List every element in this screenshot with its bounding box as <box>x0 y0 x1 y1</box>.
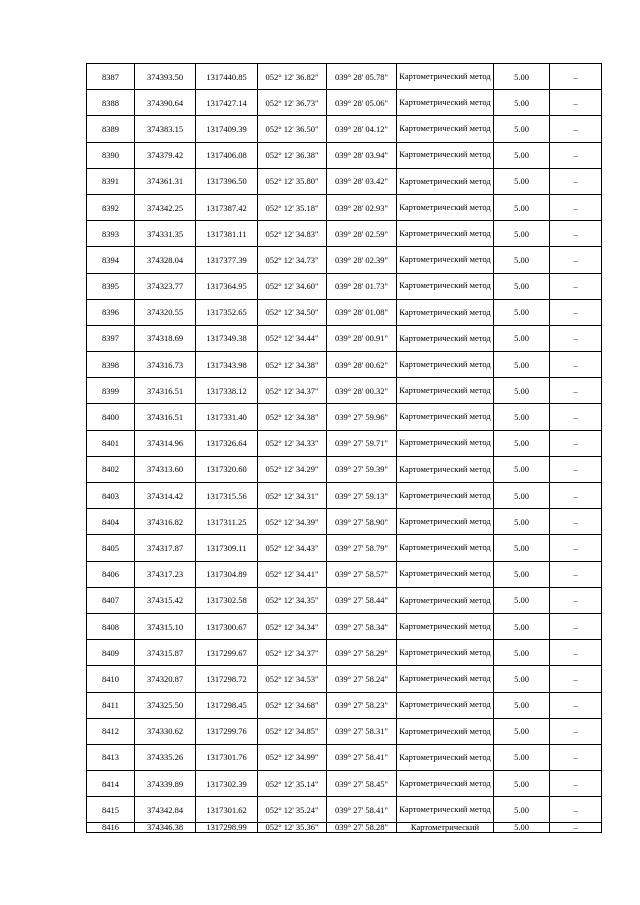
accuracy-cell: 5.00 <box>494 509 550 535</box>
y-coordinate-cell: 1317311.25 <box>196 509 258 535</box>
note-cell: – <box>550 744 602 770</box>
accuracy-cell: 5.00 <box>494 404 550 430</box>
note-cell: – <box>550 168 602 194</box>
note-cell: – <box>550 116 602 142</box>
latitude-cell: 052° 12' 34.73" <box>258 247 327 273</box>
longitude-cell: 039° 27' 59.71" <box>327 430 397 456</box>
point-number-cell: 8404 <box>87 509 135 535</box>
y-coordinate-cell: 1317298.45 <box>196 692 258 718</box>
accuracy-cell: 5.00 <box>494 483 550 509</box>
table-row <box>87 509 602 535</box>
longitude-cell: 039° 27' 58.24" <box>327 666 397 692</box>
accuracy-cell: 5.00 <box>494 168 550 194</box>
x-coordinate-cell: 374330.62 <box>135 718 196 744</box>
x-coordinate-cell: 374317.23 <box>135 561 196 587</box>
point-number-cell: 8398 <box>87 352 135 378</box>
x-coordinate-cell: 374393.50 <box>135 64 196 90</box>
point-number-cell: 8393 <box>87 221 135 247</box>
latitude-cell: 052° 12' 34.53" <box>258 666 327 692</box>
x-coordinate-cell: 374314.96 <box>135 430 196 456</box>
table-row <box>87 483 602 509</box>
method-cell: Картометрический метод <box>397 797 494 823</box>
y-coordinate-cell: 1317326.64 <box>196 430 258 456</box>
table-row <box>87 221 602 247</box>
latitude-cell: 052° 12' 34.38" <box>258 352 327 378</box>
latitude-cell: 052° 12' 34.68" <box>258 692 327 718</box>
method-cell: Картометрический метод <box>397 378 494 404</box>
longitude-cell: 039° 28' 01.08" <box>327 299 397 325</box>
table-row <box>87 823 602 833</box>
accuracy-cell: 5.00 <box>494 744 550 770</box>
y-coordinate-cell: 1317309.11 <box>196 535 258 561</box>
latitude-cell: 052° 12' 36.38" <box>258 142 327 168</box>
table-row <box>87 352 602 378</box>
y-coordinate-cell: 1317320.60 <box>196 456 258 482</box>
table-row <box>87 744 602 770</box>
table-body <box>87 64 602 833</box>
table-row <box>87 325 602 351</box>
y-coordinate-cell: 1317406.08 <box>196 142 258 168</box>
point-number-cell: 8415 <box>87 797 135 823</box>
latitude-cell: 052° 12' 34.34" <box>258 613 327 639</box>
note-cell: – <box>550 456 602 482</box>
table-row <box>87 771 602 797</box>
point-number-cell: 8412 <box>87 718 135 744</box>
y-coordinate-cell: 1317396.50 <box>196 168 258 194</box>
note-cell: – <box>550 797 602 823</box>
table-row <box>87 692 602 718</box>
note-cell: – <box>550 247 602 273</box>
longitude-cell: 039° 27' 58.45" <box>327 771 397 797</box>
latitude-cell: 052° 12' 34.33" <box>258 430 327 456</box>
y-coordinate-cell: 1317364.95 <box>196 273 258 299</box>
y-coordinate-cell: 1317299.67 <box>196 640 258 666</box>
table-row <box>87 90 602 116</box>
y-coordinate-cell: 1317338.12 <box>196 378 258 404</box>
latitude-cell: 052° 12' 34.50" <box>258 299 327 325</box>
latitude-cell: 052° 12' 36.82" <box>258 64 327 90</box>
point-number-cell: 8394 <box>87 247 135 273</box>
note-cell: – <box>550 823 602 833</box>
method-cell: Картометрический метод <box>397 771 494 797</box>
accuracy-cell: 5.00 <box>494 797 550 823</box>
x-coordinate-cell: 374314.42 <box>135 483 196 509</box>
point-number-cell: 8397 <box>87 325 135 351</box>
longitude-cell: 039° 28' 02.93" <box>327 194 397 220</box>
y-coordinate-cell: 1317302.39 <box>196 771 258 797</box>
x-coordinate-cell: 374383.15 <box>135 116 196 142</box>
accuracy-cell: 5.00 <box>494 823 550 833</box>
y-coordinate-cell: 1317301.76 <box>196 744 258 770</box>
x-coordinate-cell: 374379.42 <box>135 142 196 168</box>
point-number-cell: 8387 <box>87 64 135 90</box>
longitude-cell: 039° 28' 00.32" <box>327 378 397 404</box>
note-cell: – <box>550 509 602 535</box>
table-row <box>87 430 602 456</box>
accuracy-cell: 5.00 <box>494 561 550 587</box>
point-number-cell: 8396 <box>87 299 135 325</box>
method-cell: Картометрический метод <box>397 509 494 535</box>
method-cell: Картометрический метод <box>397 194 494 220</box>
method-cell: Картометрический метод <box>397 142 494 168</box>
x-coordinate-cell: 374328.04 <box>135 247 196 273</box>
note-cell: – <box>550 561 602 587</box>
accuracy-cell: 5.00 <box>494 587 550 613</box>
note-cell: – <box>550 273 602 299</box>
longitude-cell: 039° 28' 02.59" <box>327 221 397 247</box>
note-cell: – <box>550 378 602 404</box>
y-coordinate-cell: 1317427.14 <box>196 90 258 116</box>
longitude-cell: 039° 27' 58.41" <box>327 797 397 823</box>
method-cell: Картометрический метод <box>397 535 494 561</box>
y-coordinate-cell: 1317302.58 <box>196 587 258 613</box>
point-number-cell: 8400 <box>87 404 135 430</box>
note-cell: – <box>550 299 602 325</box>
table-row <box>87 64 602 90</box>
method-cell: Картометрический метод <box>397 404 494 430</box>
latitude-cell: 052° 12' 35.24" <box>258 797 327 823</box>
point-number-cell: 8410 <box>87 666 135 692</box>
accuracy-cell: 5.00 <box>494 352 550 378</box>
accuracy-cell: 5.00 <box>494 90 550 116</box>
table-row <box>87 718 602 744</box>
longitude-cell: 039° 27' 58.29" <box>327 640 397 666</box>
accuracy-cell: 5.00 <box>494 430 550 456</box>
accuracy-cell: 5.00 <box>494 273 550 299</box>
method-cell: Картометрический метод <box>397 718 494 744</box>
y-coordinate-cell: 1317387.42 <box>196 194 258 220</box>
x-coordinate-cell: 374313.60 <box>135 456 196 482</box>
latitude-cell: 052° 12' 34.99" <box>258 744 327 770</box>
method-cell: Картометрический метод <box>397 325 494 351</box>
y-coordinate-cell: 1317301.62 <box>196 797 258 823</box>
latitude-cell: 052° 12' 34.41" <box>258 561 327 587</box>
table-row <box>87 797 602 823</box>
note-cell: – <box>550 221 602 247</box>
accuracy-cell: 5.00 <box>494 456 550 482</box>
latitude-cell: 052° 12' 34.85" <box>258 718 327 744</box>
method-cell: Картометрический метод <box>397 587 494 613</box>
accuracy-cell: 5.00 <box>494 666 550 692</box>
x-coordinate-cell: 374339.89 <box>135 771 196 797</box>
latitude-cell: 052° 12' 34.38" <box>258 404 327 430</box>
x-coordinate-cell: 374390.64 <box>135 90 196 116</box>
point-number-cell: 8414 <box>87 771 135 797</box>
latitude-cell: 052° 12' 35.36" <box>258 823 327 833</box>
method-cell: Картометрический метод <box>397 273 494 299</box>
longitude-cell: 039° 27' 58.31" <box>327 718 397 744</box>
y-coordinate-cell: 1317409.39 <box>196 116 258 142</box>
longitude-cell: 039° 28' 03.94" <box>327 142 397 168</box>
table-row <box>87 640 602 666</box>
table-row <box>87 404 602 430</box>
y-coordinate-cell: 1317349.38 <box>196 325 258 351</box>
table-row <box>87 613 602 639</box>
longitude-cell: 039° 27' 58.90" <box>327 509 397 535</box>
point-number-cell: 8390 <box>87 142 135 168</box>
accuracy-cell: 5.00 <box>494 378 550 404</box>
x-coordinate-cell: 374325.50 <box>135 692 196 718</box>
table-row <box>87 456 602 482</box>
note-cell: – <box>550 613 602 639</box>
longitude-cell: 039° 28' 04.12" <box>327 116 397 142</box>
point-number-cell: 8413 <box>87 744 135 770</box>
longitude-cell: 039° 28' 03.42" <box>327 168 397 194</box>
point-number-cell: 8408 <box>87 613 135 639</box>
longitude-cell: 039° 27' 59.96" <box>327 404 397 430</box>
point-number-cell: 8402 <box>87 456 135 482</box>
point-number-cell: 8403 <box>87 483 135 509</box>
table-row <box>87 535 602 561</box>
x-coordinate-cell: 374331.35 <box>135 221 196 247</box>
longitude-cell: 039° 27' 59.13" <box>327 483 397 509</box>
table-row <box>87 666 602 692</box>
method-cell: Картометрический метод <box>397 692 494 718</box>
y-coordinate-cell: 1317352.65 <box>196 299 258 325</box>
latitude-cell: 052° 12' 34.37" <box>258 640 327 666</box>
latitude-cell: 052° 12' 34.83" <box>258 221 327 247</box>
x-coordinate-cell: 374316.73 <box>135 352 196 378</box>
y-coordinate-cell: 1317304.89 <box>196 561 258 587</box>
accuracy-cell: 5.00 <box>494 718 550 744</box>
method-cell: Картометрический метод <box>397 483 494 509</box>
longitude-cell: 039° 27' 58.41" <box>327 744 397 770</box>
table-row <box>87 142 602 168</box>
latitude-cell: 052° 12' 36.50" <box>258 116 327 142</box>
table-row <box>87 561 602 587</box>
x-coordinate-cell: 374342.84 <box>135 797 196 823</box>
accuracy-cell: 5.00 <box>494 116 550 142</box>
table-row <box>87 116 602 142</box>
x-coordinate-cell: 374315.10 <box>135 613 196 639</box>
y-coordinate-cell: 1317331.40 <box>196 404 258 430</box>
point-number-cell: 8388 <box>87 90 135 116</box>
method-cell: Картометрический метод <box>397 666 494 692</box>
point-number-cell: 8399 <box>87 378 135 404</box>
x-coordinate-cell: 374323.77 <box>135 273 196 299</box>
y-coordinate-cell: 1317299.76 <box>196 718 258 744</box>
x-coordinate-cell: 374320.87 <box>135 666 196 692</box>
note-cell: – <box>550 771 602 797</box>
x-coordinate-cell: 374342.25 <box>135 194 196 220</box>
longitude-cell: 039° 27' 58.44" <box>327 587 397 613</box>
method-cell: Картометрический метод <box>397 561 494 587</box>
note-cell: – <box>550 718 602 744</box>
method-cell: Картометрический <box>397 823 494 833</box>
x-coordinate-cell: 374335.26 <box>135 744 196 770</box>
method-cell: Картометрический метод <box>397 613 494 639</box>
y-coordinate-cell: 1317440.85 <box>196 64 258 90</box>
accuracy-cell: 5.00 <box>494 692 550 718</box>
y-coordinate-cell: 1317300.67 <box>196 613 258 639</box>
latitude-cell: 052° 12' 34.31" <box>258 483 327 509</box>
method-cell: Картометрический метод <box>397 90 494 116</box>
x-coordinate-cell: 374361.31 <box>135 168 196 194</box>
x-coordinate-cell: 374346.38 <box>135 823 196 833</box>
point-number-cell: 8401 <box>87 430 135 456</box>
latitude-cell: 052° 12' 34.43" <box>258 535 327 561</box>
point-number-cell: 8411 <box>87 692 135 718</box>
y-coordinate-cell: 1317298.72 <box>196 666 258 692</box>
longitude-cell: 039° 27' 59.39" <box>327 456 397 482</box>
table-row <box>87 168 602 194</box>
note-cell: – <box>550 352 602 378</box>
table-row <box>87 247 602 273</box>
longitude-cell: 039° 28' 00.91" <box>327 325 397 351</box>
longitude-cell: 039° 27' 58.23" <box>327 692 397 718</box>
longitude-cell: 039° 27' 58.79" <box>327 535 397 561</box>
table-row <box>87 299 602 325</box>
latitude-cell: 052° 12' 35.18" <box>258 194 327 220</box>
note-cell: – <box>550 325 602 351</box>
note-cell: – <box>550 535 602 561</box>
y-coordinate-cell: 1317343.98 <box>196 352 258 378</box>
accuracy-cell: 5.00 <box>494 221 550 247</box>
method-cell: Картометрический метод <box>397 64 494 90</box>
longitude-cell: 039° 28' 02.39" <box>327 247 397 273</box>
point-number-cell: 8416 <box>87 823 135 833</box>
accuracy-cell: 5.00 <box>494 640 550 666</box>
accuracy-cell: 5.00 <box>494 535 550 561</box>
longitude-cell: 039° 28' 00.62" <box>327 352 397 378</box>
accuracy-cell: 5.00 <box>494 194 550 220</box>
note-cell: – <box>550 90 602 116</box>
point-number-cell: 8395 <box>87 273 135 299</box>
point-number-cell: 8409 <box>87 640 135 666</box>
method-cell: Картометрический метод <box>397 456 494 482</box>
note-cell: – <box>550 142 602 168</box>
table-row <box>87 378 602 404</box>
point-number-cell: 8389 <box>87 116 135 142</box>
accuracy-cell: 5.00 <box>494 64 550 90</box>
point-number-cell: 8392 <box>87 194 135 220</box>
latitude-cell: 052° 12' 36.73" <box>258 90 327 116</box>
latitude-cell: 052° 12' 35.80" <box>258 168 327 194</box>
method-cell: Картометрический метод <box>397 430 494 456</box>
note-cell: – <box>550 430 602 456</box>
latitude-cell: 052° 12' 35.14" <box>258 771 327 797</box>
accuracy-cell: 5.00 <box>494 142 550 168</box>
x-coordinate-cell: 374315.42 <box>135 587 196 613</box>
x-coordinate-cell: 374317.87 <box>135 535 196 561</box>
note-cell: – <box>550 640 602 666</box>
longitude-cell: 039° 28' 01.73" <box>327 273 397 299</box>
longitude-cell: 039° 28' 05.78" <box>327 64 397 90</box>
note-cell: – <box>550 483 602 509</box>
point-number-cell: 8407 <box>87 587 135 613</box>
x-coordinate-cell: 374320.55 <box>135 299 196 325</box>
note-cell: – <box>550 692 602 718</box>
x-coordinate-cell: 374316.51 <box>135 404 196 430</box>
accuracy-cell: 5.00 <box>494 247 550 273</box>
note-cell: – <box>550 64 602 90</box>
y-coordinate-cell: 1317315.56 <box>196 483 258 509</box>
method-cell: Картометрический метод <box>397 640 494 666</box>
method-cell: Картометрический метод <box>397 116 494 142</box>
method-cell: Картометрический метод <box>397 247 494 273</box>
x-coordinate-cell: 374316.82 <box>135 509 196 535</box>
table-row <box>87 587 602 613</box>
y-coordinate-cell: 1317298.99 <box>196 823 258 833</box>
point-number-cell: 8391 <box>87 168 135 194</box>
latitude-cell: 052° 12' 34.44" <box>258 325 327 351</box>
table-row <box>87 194 602 220</box>
longitude-cell: 039° 27' 58.28" <box>327 823 397 833</box>
note-cell: – <box>550 404 602 430</box>
note-cell: – <box>550 587 602 613</box>
point-number-cell: 8405 <box>87 535 135 561</box>
method-cell: Картометрический метод <box>397 299 494 325</box>
y-coordinate-cell: 1317377.39 <box>196 247 258 273</box>
method-cell: Картометрический метод <box>397 168 494 194</box>
table-row <box>87 273 602 299</box>
method-cell: Картометрический метод <box>397 221 494 247</box>
latitude-cell: 052° 12' 34.29" <box>258 456 327 482</box>
x-coordinate-cell: 374318.69 <box>135 325 196 351</box>
x-coordinate-cell: 374316.51 <box>135 378 196 404</box>
longitude-cell: 039° 27' 58.57" <box>327 561 397 587</box>
latitude-cell: 052° 12' 34.37" <box>258 378 327 404</box>
coordinates-table <box>86 63 602 833</box>
accuracy-cell: 5.00 <box>494 771 550 797</box>
note-cell: – <box>550 194 602 220</box>
method-cell: Картометрический метод <box>397 744 494 770</box>
accuracy-cell: 5.00 <box>494 613 550 639</box>
accuracy-cell: 5.00 <box>494 325 550 351</box>
accuracy-cell: 5.00 <box>494 299 550 325</box>
latitude-cell: 052° 12' 34.39" <box>258 509 327 535</box>
latitude-cell: 052° 12' 34.35" <box>258 587 327 613</box>
longitude-cell: 039° 27' 58.34" <box>327 613 397 639</box>
x-coordinate-cell: 374315.87 <box>135 640 196 666</box>
method-cell: Картометрический метод <box>397 352 494 378</box>
latitude-cell: 052° 12' 34.60" <box>258 273 327 299</box>
longitude-cell: 039° 28' 05.06" <box>327 90 397 116</box>
point-number-cell: 8406 <box>87 561 135 587</box>
y-coordinate-cell: 1317381.11 <box>196 221 258 247</box>
note-cell: – <box>550 666 602 692</box>
